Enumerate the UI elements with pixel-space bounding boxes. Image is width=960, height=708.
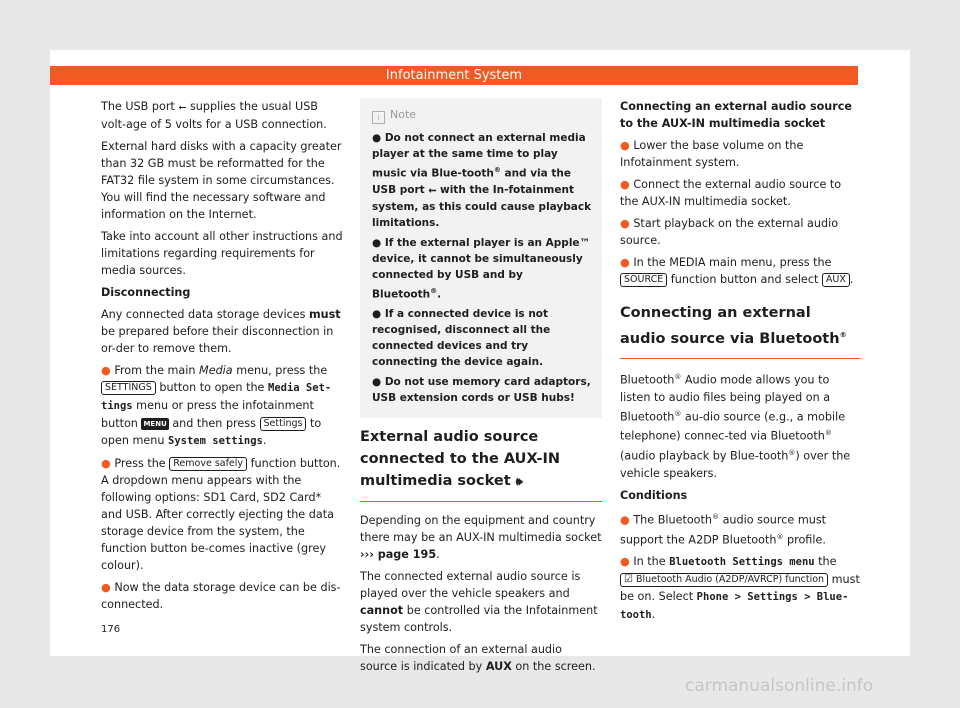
usb-icon: ⭠: [178, 102, 187, 113]
paragraph: Any connected data storage devices must be prepared before their disconnection in or-der to remove them.: [101, 308, 341, 355]
remove-safely-button[interactable]: Remove safely: [169, 457, 247, 471]
column-2: [360, 98, 602, 680]
list-item: ● Start playback on the external audio source.: [620, 217, 839, 247]
bluetooth-section-title: Connecting an external audio source via Bluetooth®: [620, 302, 860, 359]
aux-section-title: External audio source connected to the AUX-IN multimedia socket 🕪: [360, 426, 602, 502]
note-title: i Note: [372, 106, 592, 124]
aux-icon: 🕪: [515, 475, 523, 488]
aux-button[interactable]: AUX: [822, 273, 850, 287]
page-reference-link[interactable]: ››› page 195: [360, 548, 437, 561]
column-1: [101, 98, 343, 618]
bluetooth-audio-function-button[interactable]: ☑ Bluetooth Audio (A2DP/AVRCP) function: [620, 573, 828, 587]
note-item: ● If the external player is an Apple™ device, it cannot be simultaneously connected by USB and by Bluetooth®.: [372, 236, 591, 300]
paragraph: The USB port ⭠ supplies the usual USB volt-age of 5 volts for a USB connection.: [101, 100, 327, 131]
checkbox-icon: ☑: [624, 574, 633, 586]
bullet-icon: ●: [101, 457, 111, 470]
note-item: ● Do not use memory card adaptors, USB extension cords or USB hubs!: [372, 376, 591, 404]
usb-icon: ⭠: [428, 184, 437, 196]
list-item: ● Press the Remove safely function button. A dropdown menu appears with the following options: SD1 Card, SD2 Card* and USB. After correctly ejecting the data storage device from the system, the function button be-comes inactive (grey colour).: [101, 457, 341, 572]
info-icon: i: [372, 111, 385, 124]
conditions-heading: Conditions: [620, 488, 688, 502]
paragraph: Depending on the equipment and country there may be an AUX-IN multimedia socket ››› page 195.: [360, 514, 602, 561]
column-3: [620, 98, 860, 629]
source-button[interactable]: SOURCE: [620, 273, 667, 287]
menu-icon[interactable]: MENU: [143, 420, 167, 428]
paragraph: Bluetooth® Audio mode allows you to listen to audio files being played on a Bluetooth® au-dio source (e.g., a mobile telephone) connec-ted via Bluetooth® (audio playback by Blue-tooth®) over the vehicle speakers.: [620, 372, 851, 480]
settings-button[interactable]: SETTINGS: [101, 381, 156, 395]
list-item: ● From the main Media menu, press the SETTINGS button to open the Media Set-tings menu or press the infotainment button MENU and then press Settings to open menu System settings.: [101, 364, 332, 447]
bullet-icon: ●: [101, 581, 111, 594]
paragraph: Take into account all other instructions and limitations regarding requirements for media sources.: [101, 230, 343, 277]
list-item: ● Connect the external audio source to the AUX-IN multimedia socket.: [620, 178, 842, 208]
paragraph: External hard disks with a capacity greater than 32 GB must be reformatted for the FAT32 file system in some circumstances. You will find the necessary software and information on the Internet.: [101, 140, 342, 221]
list-item: ● The Bluetooth® audio source must support the A2DP Bluetooth® profile.: [620, 512, 827, 547]
paragraph: The connected external audio source is played over the vehicle speakers and cannot be controlled via the Infotainment system controls.: [360, 570, 598, 634]
watermark: carmanualsonline.info: [685, 676, 874, 696]
page-header: Infotainment System: [50, 66, 858, 85]
list-item: ● Now the data storage device can be dis-connected.: [101, 581, 341, 611]
note-box: [360, 98, 602, 418]
bullet-icon: ●: [101, 364, 111, 377]
settings-button-2[interactable]: Settings: [260, 417, 307, 431]
note-item: ● If a connected device is not recognised, disconnect all the connected devices and try connecting the device again.: [372, 308, 551, 368]
list-item: ● In the Bluetooth Settings menu the ☑ Bluetooth Audio (A2DP/AVRCP) function must be on. Select Phone > Settings > Blue-tooth.: [620, 555, 860, 622]
page-number: 176: [101, 624, 121, 635]
aux-connect-heading: Connecting an external audio source to the AUX-IN multimedia socket: [620, 100, 852, 130]
list-item: ● In the MEDIA main menu, press the SOURCE function button and select AUX .: [620, 256, 854, 286]
note-item: ● Do not connect an external media player at the same time to play music via Blue-tooth® and via the USB port ⭠ with the In-fotainment system, as this could cause playback limitations.: [372, 132, 592, 229]
disconnecting-heading: Disconnecting: [101, 286, 191, 299]
paragraph: The connection of an external audio source is indicated by AUX on the screen.: [360, 643, 596, 673]
list-item: ● Lower the base volume on the Infotainment system.: [620, 139, 804, 169]
